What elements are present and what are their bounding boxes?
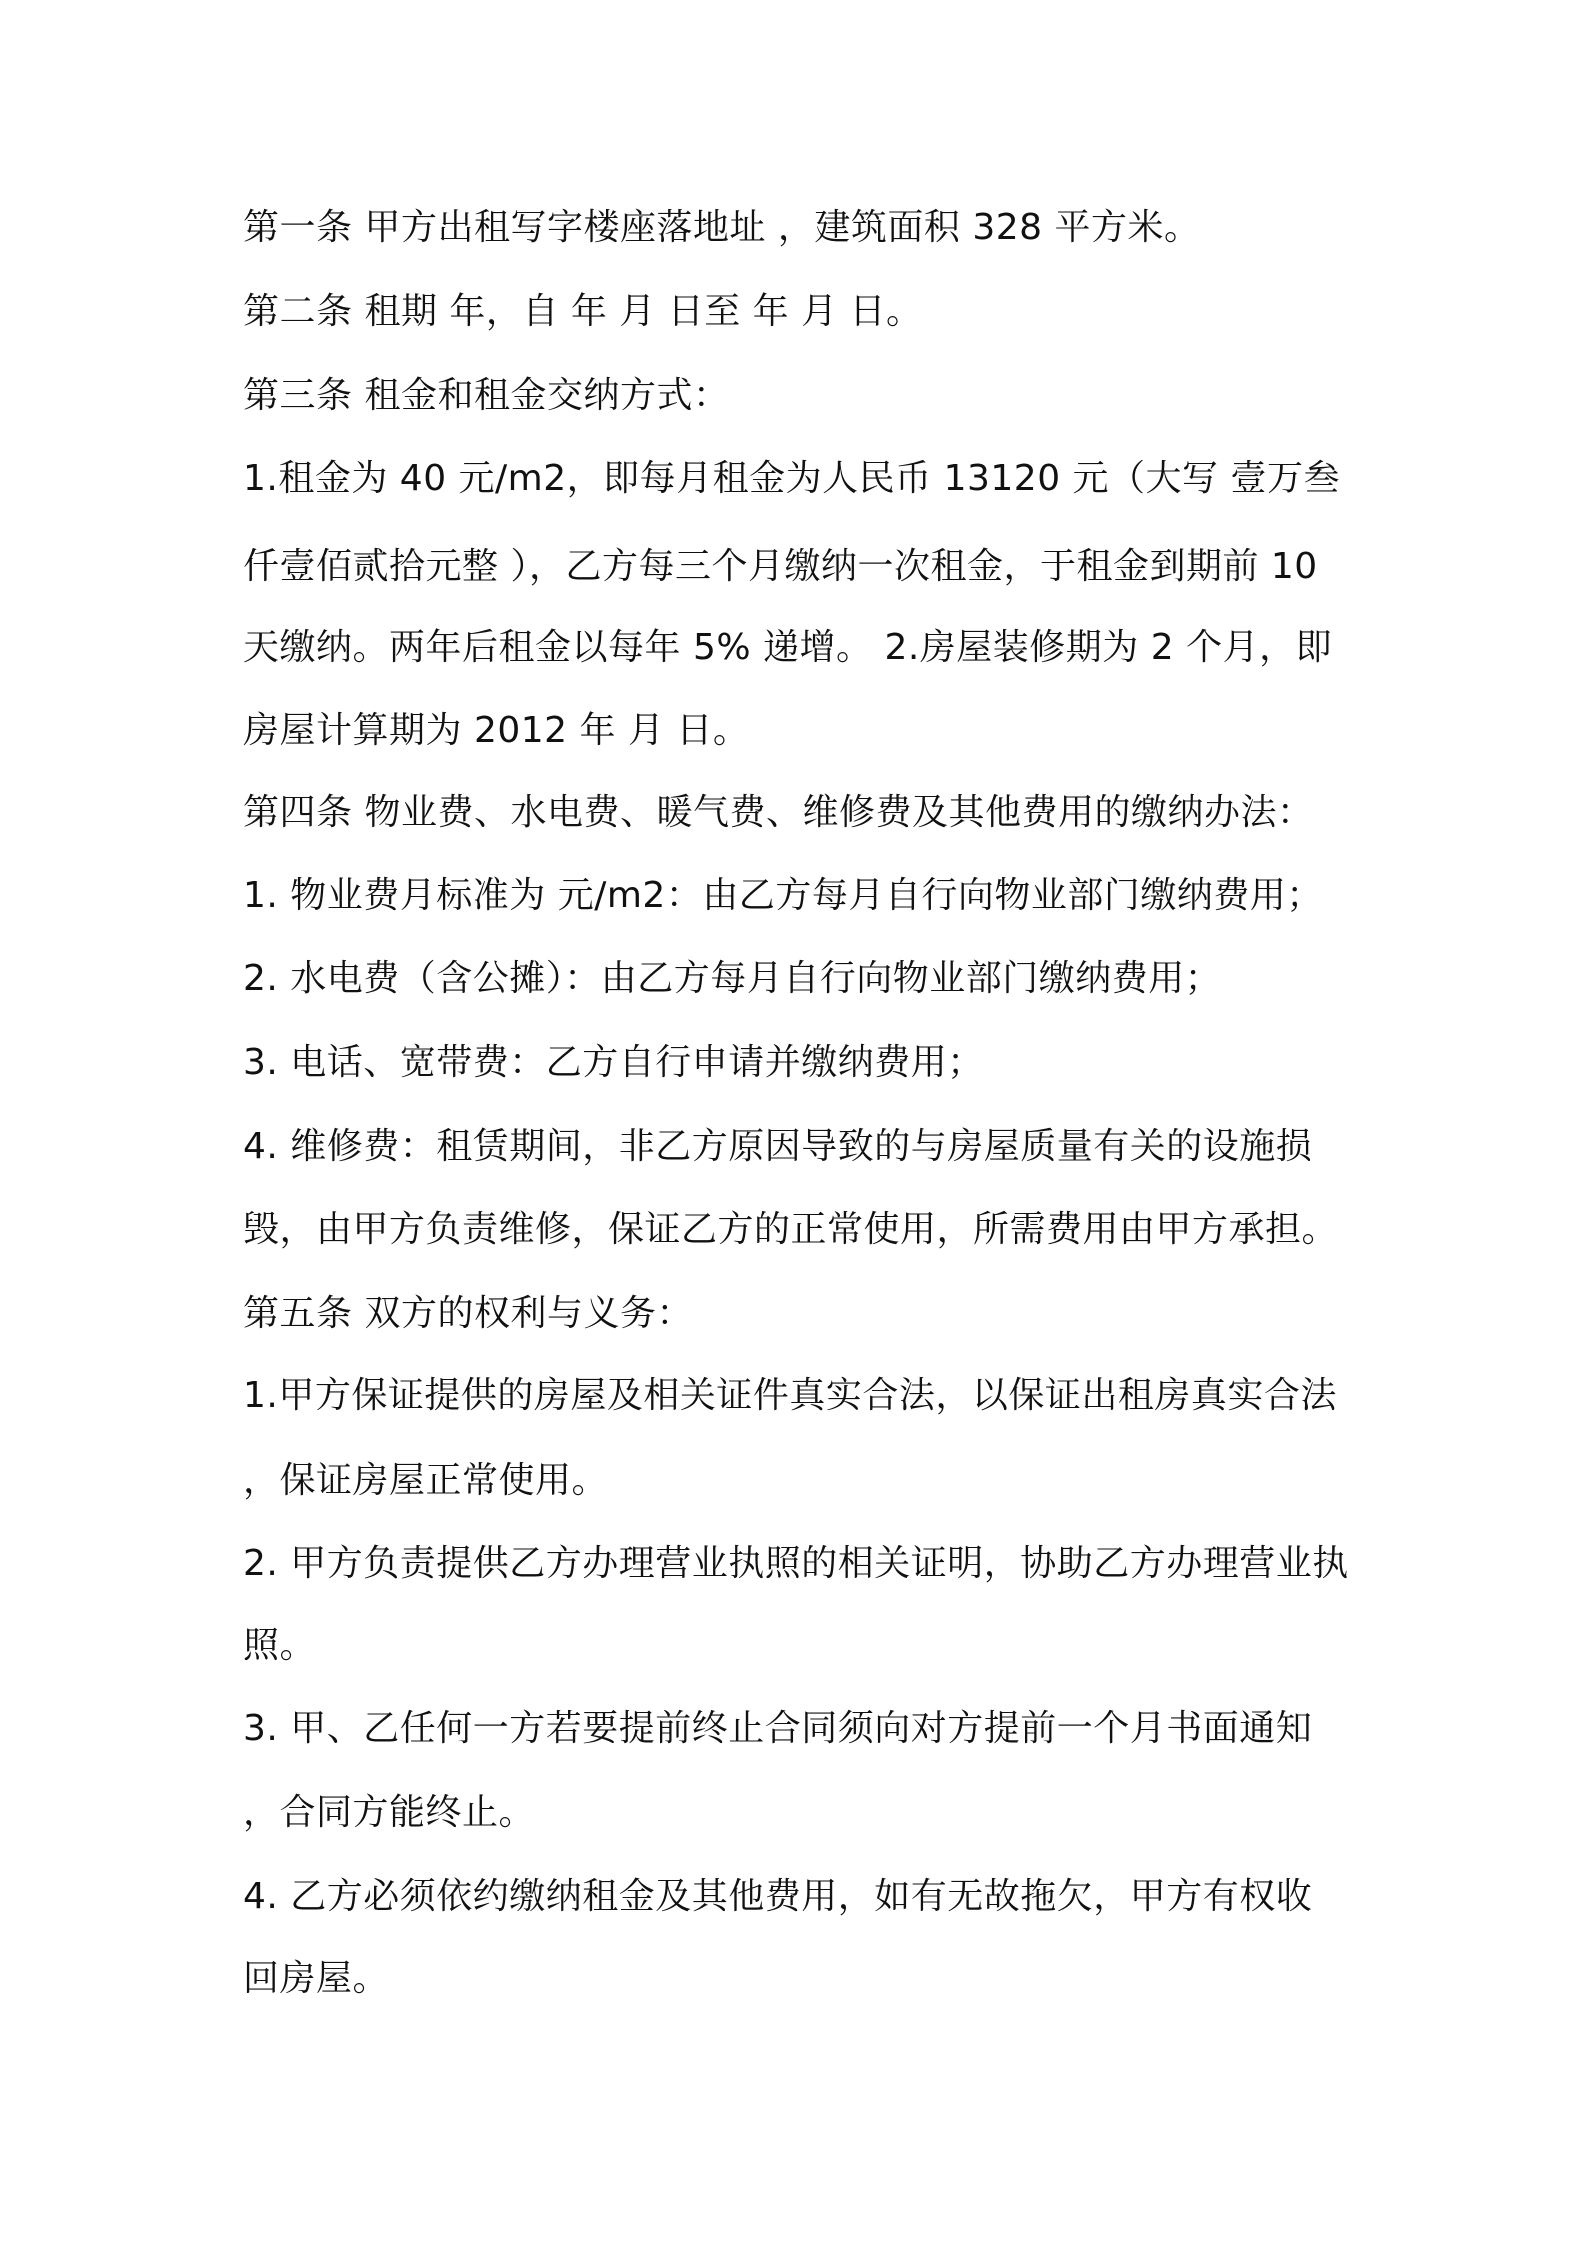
article-2-line: 第二条 租期 年，自 年 月 日至 年 月 日。: [243, 291, 923, 332]
article-1-line: 第一条 甲方出租写字楼座落地址 ，建筑面积 328 平方米。: [243, 207, 1201, 248]
article-3-item-1-line-3: 天缴纳。两年后租金以每年 5% 递增。 2.房屋装修期为 2 个月，即: [243, 627, 1333, 668]
article-5-item-2-line-2: 照。: [243, 1625, 317, 1666]
article-3-item-2-line: 房屋计算期为 2012 年 月 日。: [243, 710, 750, 751]
article-5-item-3-line-1: 3. 甲、乙任何一方若要提前终止合同须向对方提前一个月书面通知: [243, 1708, 1313, 1749]
article-4-item-4-line-2: 毁，由甲方负责维修，保证乙方的正常使用，所需费用由甲方承担。: [243, 1209, 1339, 1250]
article-5-heading: 第五条 双方的权利与义务：: [243, 1293, 693, 1334]
article-5-item-3-line-2: ，合同方能终止。: [243, 1792, 536, 1833]
article-4-item-4-line-1: 4. 维修费：租赁期间，非乙方原因导致的与房屋质量有关的设施损: [243, 1126, 1313, 1167]
article-5-item-1-line-1: 1.甲方保证提供的房屋及相关证件真实合法，以保证出租房真实合法: [243, 1375, 1337, 1416]
article-4-item-2: 2. 水电费（含公摊）：由乙方每月自行向物业部门缴纳费用；: [243, 958, 1222, 999]
article-5-item-4-line-1: 4. 乙方必须依约缴纳租金及其他费用，如有无故拖欠，甲方有权收: [243, 1876, 1313, 1917]
article-4-item-3: 3. 电话、宽带费：乙方自行申请并缴纳费用；: [243, 1042, 984, 1083]
article-3-item-1-line-1: 1.租金为 40 元/m2，即每月租金为人民币 13120 元（大写 壹万叁: [243, 458, 1340, 499]
article-4-heading: 第四条 物业费、水电费、暖气费、维修费及其他费用的缴纳办法：: [243, 792, 1314, 833]
article-4-item-1: 1. 物业费月标准为 元/m2：由乙方每月自行向物业部门缴纳费用；: [243, 875, 1323, 916]
article-5-item-4-line-2: 回房屋。: [243, 1958, 390, 1999]
article-3-heading: 第三条 租金和租金交纳方式：: [243, 375, 730, 416]
article-5-item-2-line-1: 2. 甲方负责提供乙方办理营业执照的相关证明，协助乙方办理营业执: [243, 1543, 1349, 1584]
article-3-item-1-line-2: 仟壹佰贰拾元整 ），乙方每三个月缴纳一次租金，于租金到期前 10: [243, 546, 1318, 587]
article-5-item-1-line-2: ，保证房屋正常使用。: [243, 1460, 609, 1501]
